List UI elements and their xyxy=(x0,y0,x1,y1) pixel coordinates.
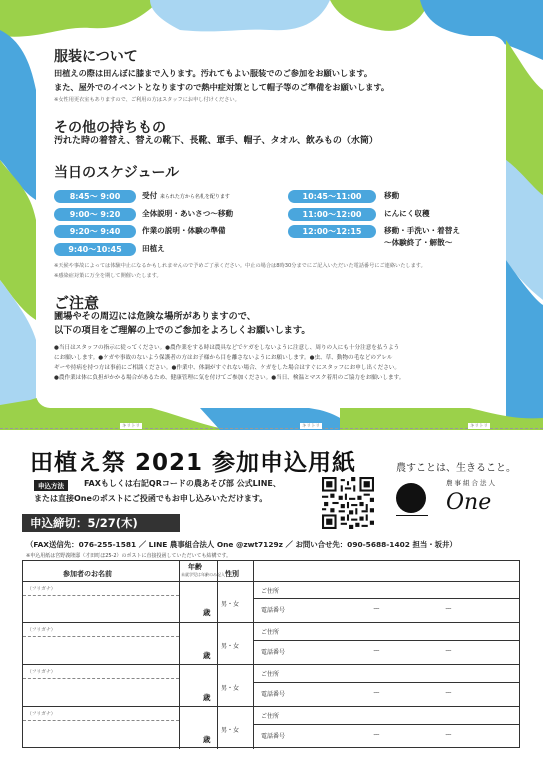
row-1-age-unit: 歳 xyxy=(203,608,211,617)
row-2-dash-1: ー xyxy=(373,647,380,655)
org-logo-underline xyxy=(396,515,428,516)
method-line-1: FAXもしくは右記QRコードの農あそび部 公式LINE、 xyxy=(84,479,281,488)
row-1-mid-line xyxy=(253,598,519,599)
method-tag: 申込方法 xyxy=(34,480,68,491)
clothing-note: ※女性用更衣室もありますので、ご利用の方はスタッフにお申し付けください。 xyxy=(54,97,240,103)
header-age: 年齢 xyxy=(188,563,202,571)
schedule-item-4: 田植え xyxy=(142,244,165,253)
row-4-mid-line xyxy=(253,724,519,725)
col-divider-sex xyxy=(253,561,254,749)
schedule-item-1: 受付 来られた方から名札を配ります xyxy=(142,191,230,200)
clothing-title: 服装について xyxy=(54,49,138,65)
furigana-divider xyxy=(23,720,179,721)
col-divider-age xyxy=(217,561,218,749)
row-2-sex[interactable]: 男・女 xyxy=(221,643,240,650)
org-name: 農事組合法人 xyxy=(446,479,497,487)
org-logo-text: One xyxy=(446,490,492,515)
row-4-dash-2: ー xyxy=(445,731,452,739)
contact-note: ※申込用紙は宮野義隆邸（才田町ほ25-2）のポストに直接投函していただいても結構です。 xyxy=(26,553,232,559)
row-2-mid-line xyxy=(253,640,519,641)
caution-detail-4: ●農作業は体に負担がかかる場合があるため、健康管理に気を付けてご参加ください。●当日、検温とマスク着用のご協力をお願いします。 xyxy=(54,375,405,381)
schedule-item-6: にんにく収穫 xyxy=(384,209,430,218)
schedule-time-6: 11:00〜12:00 xyxy=(288,208,376,221)
row-4-furigana: （フリガナ） xyxy=(27,712,56,717)
row-4-dash-1: ー xyxy=(373,731,380,739)
schedule-time-4: 9:40〜10:45 xyxy=(54,243,136,256)
row-2-dash-2: ー xyxy=(445,647,452,655)
schedule-time-1: 8:45〜 9:00 xyxy=(54,190,136,203)
row-1-address-label: ご住所 xyxy=(261,588,280,595)
row-2-phone-label: 電話番号 xyxy=(261,649,286,656)
clothing-line-2: また、屋外でのイベントとなりますので熱中症対策として帽子等のご準備をお願いします。 xyxy=(54,82,390,92)
deadline-banner: 申込締切：5/27(木) xyxy=(22,514,180,532)
row-3-phone-label: 電話番号 xyxy=(261,691,286,698)
cut-label-1: キリトリ xyxy=(122,424,140,429)
belongings-title: その他の持ちもの xyxy=(54,120,166,136)
schedule-time-5: 10:45〜11:00 xyxy=(288,190,376,203)
header-age-note: 未就学児は年齢のみ記入 xyxy=(181,572,225,577)
schedule-item-2: 全体説明・あいさつ〜移動 xyxy=(142,209,234,218)
cut-label-3: キリトリ xyxy=(470,424,488,429)
schedule-item-7: 移動・手洗い・着替え xyxy=(384,226,460,235)
row-3-bottom xyxy=(23,706,519,707)
row-2-address-label: ご住所 xyxy=(261,629,280,636)
caution-detail-1: ●当日はスタッフの指示に従ってください。●農作業をする時は農具などでケガをしないように注意し、周りの人にも十分注意を払うよう xyxy=(54,345,400,351)
row-3-dash-1: ー xyxy=(373,689,380,697)
row-2-furigana: （フリガナ） xyxy=(27,628,56,633)
row-3-sex[interactable]: 男・女 xyxy=(221,685,240,692)
schedule-time-7: 12:00〜12:15 xyxy=(288,225,376,238)
header-name: 参加者のお名前 xyxy=(63,570,112,578)
application-table xyxy=(22,560,520,748)
cut-label-2: キリトリ xyxy=(302,424,320,429)
schedule-item-7-end: 〜体験終了・解散〜 xyxy=(384,238,453,247)
row-2-age-unit: 歳 xyxy=(203,651,211,660)
schedule-note-1: ※天候や事故によっては体験中止になるかもしれませんので予めご了承ください。中止の場合は8時30分までにご記入いただいた電話番号にご連絡いたします。 xyxy=(54,263,426,269)
row-2-bottom xyxy=(23,664,519,665)
caution-line-1: 圃場やその周辺には危険な場所がありますので、 xyxy=(54,311,256,322)
schedule-time-3: 9:20〜 9:40 xyxy=(54,225,136,238)
schedule-item-3: 作業の説明・体験の準備 xyxy=(142,226,226,235)
schedule-title: 当日のスケジュール xyxy=(54,165,180,181)
schedule-item-5: 移動 xyxy=(384,191,400,200)
caution-detail-3: ギーや持病を持つ方は事前にご相談ください。●作業中、体調がすぐれない場合、ケガをした場合はすぐにスタッフにお申し出ください。 xyxy=(54,365,400,371)
furigana-divider xyxy=(23,678,179,679)
schedule-time-2: 9:00〜 9:20 xyxy=(54,208,136,221)
row-1-dash-2: ー xyxy=(445,605,452,613)
row-3-address-label: ご住所 xyxy=(261,671,280,678)
row-4-age-unit: 歳 xyxy=(203,735,211,744)
schedule-note-2: ※感染症対策に万全を期して開催いたします。 xyxy=(54,273,162,279)
row-1-sex[interactable]: 男・女 xyxy=(221,601,240,608)
method-line-2: または直接Oneのポストにご投函でもお申し込みいただけます。 xyxy=(34,494,268,503)
furigana-divider xyxy=(23,595,179,596)
row-3-age-unit: 歳 xyxy=(203,693,211,702)
row-1-dash-1: ー xyxy=(373,605,380,613)
contact-info: （FAX送信先：076-255-1581 ／ LINE 農事組合法人 One @zwt7129z ／ お問い合せ先：090-5688-1402 担当・坂井） xyxy=(26,540,457,549)
caution-title: ご注意 xyxy=(54,294,100,312)
header-sex: 性別 xyxy=(225,570,239,578)
qr-code-icon[interactable] xyxy=(322,477,374,529)
row-4-phone-label: 電話番号 xyxy=(261,733,286,740)
tagline: 農すことは、生きること。 xyxy=(396,463,516,474)
row-3-mid-line xyxy=(253,682,519,683)
clothing-line-1: 田植えの際は田んぼに膝まで入ります。汚れてもよい服装でのご参加をお願いします。 xyxy=(54,68,373,78)
row-4-address-label: ご住所 xyxy=(261,713,280,720)
caution-detail-2: にお願いします。●ケガや事故のないよう保護者の方はお子様から目を離さないようにお願いします。●虫、草、動物の毛などのアレル xyxy=(54,355,393,361)
caution-line-2: 以下の項目をご理解の上でのご参加をよろしくお願いします。 xyxy=(54,325,311,336)
org-logo-icon xyxy=(396,483,426,513)
form-title: 田植え祭 2021 参加申込用紙 xyxy=(30,450,357,476)
row-3-furigana: （フリガナ） xyxy=(27,670,56,675)
row-1-bottom xyxy=(23,622,519,623)
cut-line xyxy=(0,428,543,429)
row-1-phone-label: 電話番号 xyxy=(261,607,286,614)
row-4-sex[interactable]: 男・女 xyxy=(221,727,240,734)
row-3-dash-2: ー xyxy=(445,689,452,697)
header-divider xyxy=(23,581,519,582)
furigana-divider xyxy=(23,636,179,637)
col-divider-name xyxy=(179,561,180,749)
belongings-line-1: 汚れた時の着替え、替えの靴下、長靴、軍手、帽子、タオル、飲みもの（水筒） xyxy=(54,136,378,146)
row-1-furigana: （フリガナ） xyxy=(27,587,56,592)
